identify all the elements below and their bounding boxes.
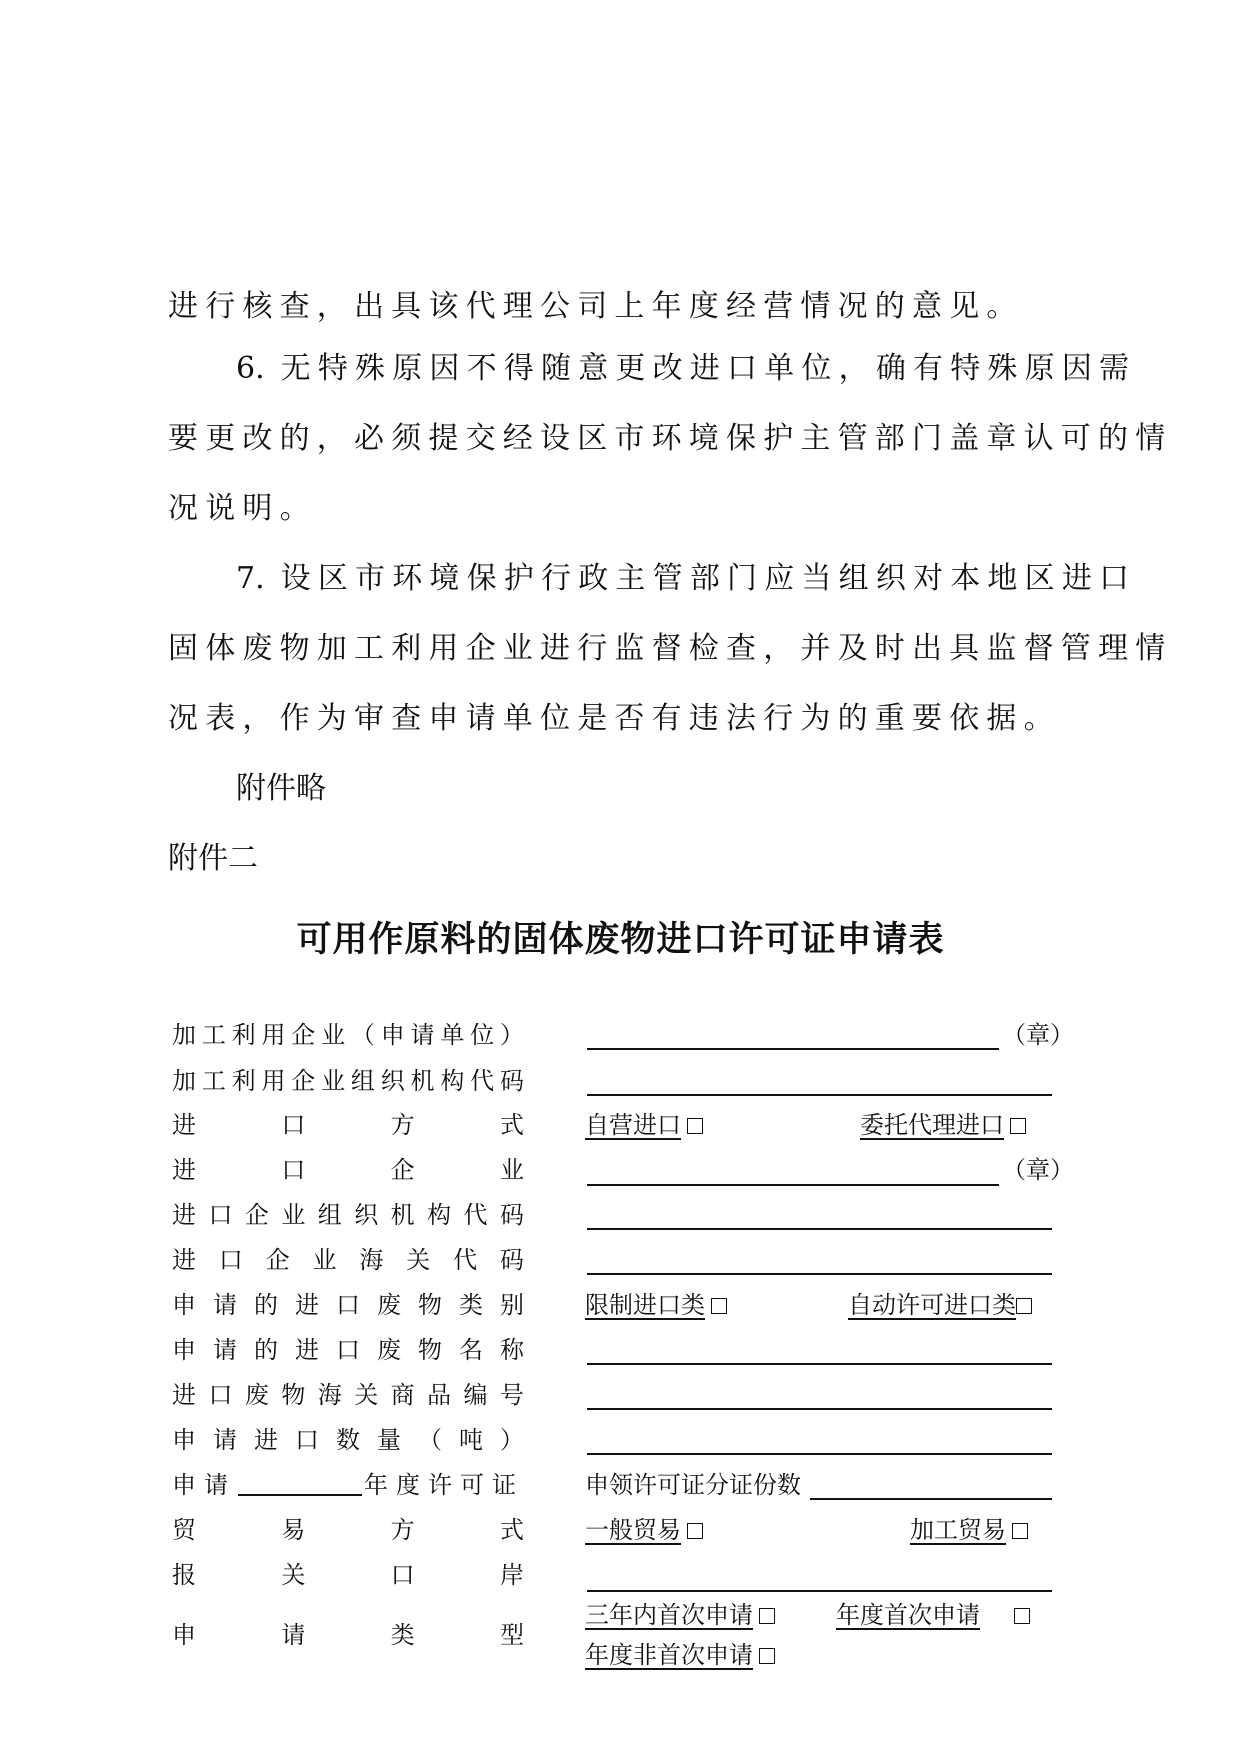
paragraph-line: 况说明。 (168, 491, 317, 526)
label-waste-name: 申 请 的 进 口 废 物 名 称 (172, 1336, 524, 1364)
field-import-org-code[interactable] (587, 1228, 1052, 1230)
label-processing-org-code: 加 工 利 用 企 业 组 织 机 构 代 码 (172, 1067, 524, 1095)
checkbox-auto-license-import[interactable] (1016, 1298, 1032, 1314)
label-import-org-code: 进 口 企 业 组 织 机 构 代 码 (172, 1201, 524, 1229)
checkbox-agent-import[interactable] (1010, 1118, 1026, 1134)
field-hs-code[interactable] (587, 1408, 1052, 1410)
checkbox-self-import[interactable] (687, 1118, 703, 1134)
paragraph-line: 固体废物加工利用企业进行监督检查，并及时出具监督管理情 (168, 631, 1173, 666)
field-license-year[interactable] (238, 1470, 362, 1496)
checkbox-general-trade[interactable] (687, 1523, 703, 1539)
label-import-enterprise: 进 口 企 业 (172, 1156, 524, 1184)
field-import-customs-code[interactable] (587, 1273, 1052, 1275)
label-processing-enterprise: 加 工 利 用 企 业 （ 申 请 单 位 ） (172, 1021, 524, 1049)
option-self-import[interactable]: 自营进口 (585, 1110, 703, 1140)
option-restricted-import[interactable]: 限制进口类 (585, 1290, 727, 1320)
field-processing-org-code[interactable] (587, 1094, 1052, 1096)
checkbox-not-first-in-year[interactable] (759, 1648, 775, 1664)
label-waste-category: 申 请 的 进 口 废 物 类 别 (172, 1291, 524, 1319)
seal-mark: （章） (1002, 1021, 1074, 1049)
paragraph-text: 无特殊原因不得随意更改进口单位，确有特殊原因需 (280, 351, 1137, 386)
label-quantity: 申 请 进 口 数 量 （ 吨 ） (172, 1426, 524, 1454)
checkbox-processing-trade[interactable] (1012, 1523, 1028, 1539)
option-processing-trade[interactable]: 加工贸易 (910, 1515, 1028, 1545)
option-not-first-in-year[interactable]: 年度非首次申请 (585, 1640, 775, 1670)
checkbox-first-in-three-years[interactable] (759, 1608, 775, 1624)
option-first-in-three-years[interactable]: 三年内首次申请 (585, 1600, 775, 1630)
field-processing-enterprise[interactable] (587, 1048, 999, 1050)
item-number: 6. (236, 351, 265, 386)
option-first-in-year[interactable]: 年度首次申请 (836, 1600, 1030, 1630)
label-import-method: 进 口 方 式 (172, 1111, 524, 1139)
label-customs-port: 报 关 口 岸 (172, 1561, 524, 1589)
field-import-enterprise[interactable] (587, 1184, 999, 1186)
attachment-two-heading: 附件二 (168, 841, 258, 876)
paragraph-text: 设区市环境保护行政主管部门应当组织对本地区进口 (280, 561, 1137, 596)
field-license-copies[interactable] (810, 1498, 1052, 1500)
field-customs-port[interactable] (587, 1590, 1052, 1592)
label-import-customs-code: 进 口 企 业 海 关 代 码 (172, 1246, 524, 1274)
checkbox-first-in-year[interactable] (1014, 1608, 1030, 1624)
label-application-type: 申 请 类 型 (172, 1621, 524, 1649)
paragraph-line: 况表，作为审查申请单位是否有违法行为的重要依据。 (168, 701, 1061, 736)
field-waste-name[interactable] (587, 1363, 1052, 1365)
paragraph-item-6 (236, 351, 1137, 386)
paragraph-line: 要更改的，必须提交经设区市环境保护主管部门盖章认可的情 (168, 421, 1173, 456)
field-quantity[interactable] (587, 1453, 1052, 1455)
paragraph-continuation: 进行核查，出具该代理公司上年度经营情况的意见。 (168, 289, 1024, 324)
label-hs-code: 进 口 废 物 海 关 商 品 编 号 (172, 1381, 524, 1409)
label-license-year: 申请 年度许可证 (172, 1471, 524, 1499)
option-agent-import[interactable]: 委托代理进口 (860, 1110, 1026, 1140)
option-general-trade[interactable]: 一般贸易 (585, 1515, 703, 1545)
paragraph-item-7 (236, 561, 1137, 596)
item-number: 7. (236, 561, 265, 596)
label-trade-method: 贸 易 方 式 (172, 1516, 524, 1544)
checkbox-restricted-import[interactable] (711, 1298, 727, 1314)
attachment-omitted-note: 附件略 (236, 771, 326, 806)
label-license-copies: 申领许可证分证份数 (585, 1471, 801, 1499)
seal-mark: （章） (1002, 1156, 1074, 1184)
form-title: 可用作原料的固体废物进口许可证申请表 (296, 920, 945, 960)
option-auto-license-import[interactable]: 自动许可进口类 (848, 1290, 1032, 1320)
